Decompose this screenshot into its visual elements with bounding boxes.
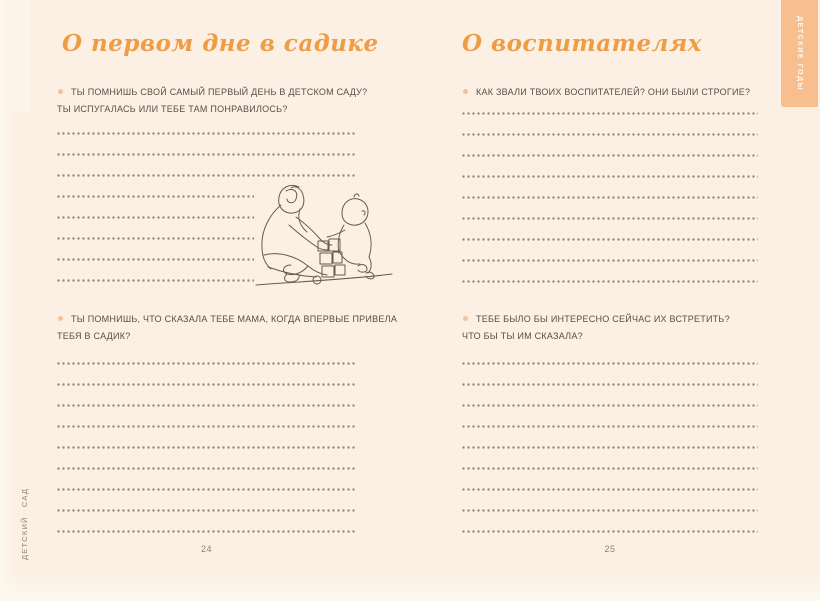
chapter-tab-label: ДЕТСКИЕ ГОДЫ <box>796 15 803 92</box>
writing-line <box>462 425 758 428</box>
writing-line <box>462 362 758 365</box>
question-mom-said <box>57 311 398 344</box>
writing-line <box>57 404 356 407</box>
writing-line <box>57 362 356 365</box>
writing-line <box>462 175 758 178</box>
writing-line <box>462 196 758 199</box>
writing-line <box>57 216 254 219</box>
chapter-tab <box>781 0 818 107</box>
writing-line <box>462 404 758 407</box>
question-line: ТЕБЕ БЫЛО БЫ ИНТЕРЕСНО СЕЙЧАС ИХ ВСТРЕТИТЬ? <box>476 314 730 324</box>
writing-line <box>57 279 254 282</box>
question-line: ТЫ ИСПУГАЛАСЬ ИЛИ ТЕБЕ ТАМ ПОНРАВИЛОСЬ? <box>57 103 288 114</box>
right-page <box>462 0 758 601</box>
writing-line <box>462 112 758 115</box>
writing-lines-block <box>462 344 758 533</box>
page-number: 24 <box>200 544 212 554</box>
question-line: ТЫ ПОМНИШЬ, ЧТО СКАЗАЛА ТЕБЕ МАМА, КОГДА ВПЕРВЫЕ ПРИВЕЛА <box>71 314 398 324</box>
writing-line <box>462 280 758 283</box>
writing-line <box>462 383 758 386</box>
writing-line <box>462 467 758 470</box>
writing-line <box>57 488 356 491</box>
writing-line <box>462 133 758 136</box>
writing-line <box>57 153 356 156</box>
writing-line <box>462 446 758 449</box>
writing-line <box>57 530 356 533</box>
question-line: КАК ЗВАЛИ ТВОИХ ВОСПИТАТЕЛЕЙ? ОНИ БЫЛИ СТРОГИЕ? <box>476 87 751 97</box>
writing-line <box>57 383 356 386</box>
bullet-icon <box>463 316 468 321</box>
mother-and-baby-illustration <box>250 181 398 295</box>
left-page <box>57 0 398 601</box>
question-first-day <box>57 84 368 117</box>
question-line: ЧТО БЫ ТЫ ИМ СКАЗАЛА? <box>462 330 583 341</box>
writing-line <box>57 446 356 449</box>
question-line: ТЕБЯ В САДИК? <box>57 330 131 341</box>
writing-lines-block <box>57 344 356 533</box>
page-edge-top-right <box>0 0 30 112</box>
writing-line <box>462 154 758 157</box>
writing-line <box>462 238 758 241</box>
writing-line <box>57 174 356 177</box>
writing-line <box>57 258 254 261</box>
writing-lines-block <box>462 94 758 283</box>
writing-line <box>462 259 758 262</box>
writing-line <box>57 425 356 428</box>
writing-line <box>57 195 254 198</box>
left-page-title: О первом дне в садике <box>62 30 379 57</box>
bullet-icon <box>58 316 63 321</box>
bullet-icon <box>58 89 63 94</box>
writing-line <box>57 509 356 512</box>
writing-line <box>462 530 758 533</box>
writing-line <box>57 467 356 470</box>
writing-line <box>57 237 254 240</box>
writing-line <box>462 217 758 220</box>
question-meet-again <box>462 311 758 344</box>
page-number: 25 <box>604 544 616 554</box>
writing-line <box>462 488 758 491</box>
writing-line <box>57 132 356 135</box>
question-line: ТЫ ПОМНИШЬ СВОЙ САМЫЙ ПЕРВЫЙ ДЕНЬ В ДЕТСКОМ САДУ? <box>71 87 368 97</box>
spine-label: ДЕТСКИЙ САД <box>20 487 29 560</box>
right-page-title: О воспитателях <box>462 30 702 57</box>
writing-line <box>462 509 758 512</box>
